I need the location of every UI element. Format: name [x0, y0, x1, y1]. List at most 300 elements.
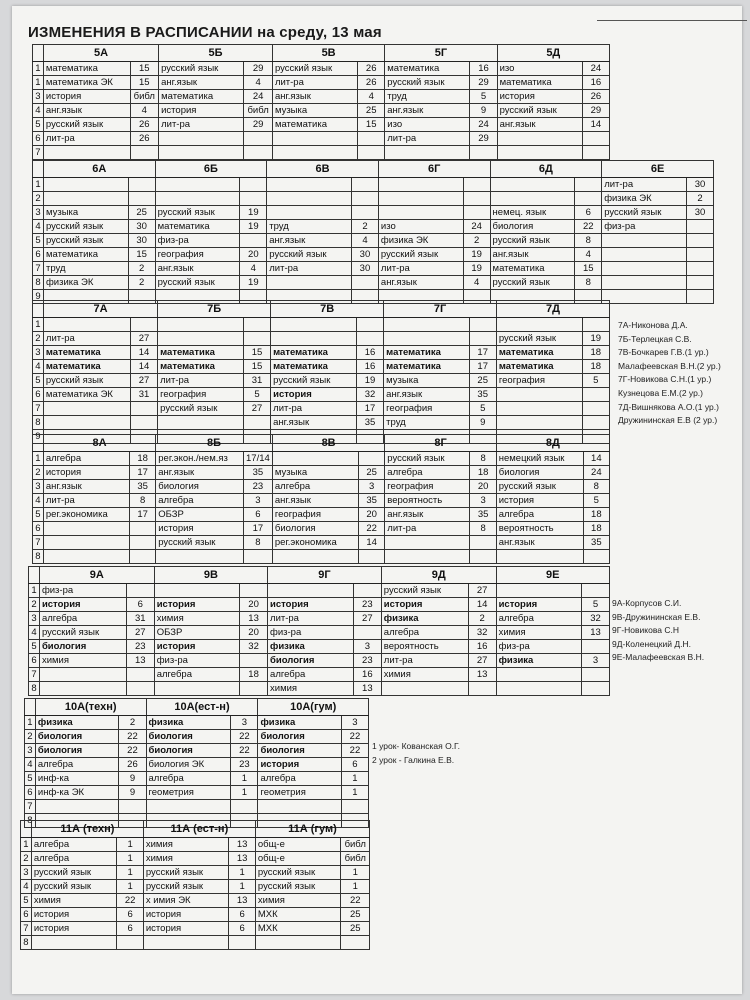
- subject-cell: физ-ра: [268, 626, 354, 640]
- room-cell: 29: [244, 118, 273, 132]
- subject-cell: химия: [381, 668, 468, 682]
- lesson-row: [25, 730, 369, 744]
- room-cell: 1: [117, 880, 143, 894]
- subject-cell: биология: [490, 220, 575, 234]
- lesson-row: [33, 536, 610, 550]
- subject-cell: биология: [146, 730, 231, 744]
- subject-cell: математика: [384, 346, 469, 360]
- room-cell: [126, 584, 154, 598]
- subject-cell: лит-ра: [385, 132, 470, 146]
- room-cell: 23: [353, 654, 381, 668]
- subject-cell: [496, 416, 582, 430]
- subject-cell: математика: [384, 360, 469, 374]
- lesson-row: [33, 494, 610, 508]
- subject-cell: [43, 146, 130, 160]
- subject-cell: история: [31, 908, 117, 922]
- lesson-row: [21, 866, 370, 880]
- room-cell: 22: [575, 220, 602, 234]
- subject-cell: химия: [268, 682, 354, 696]
- subject-cell: химия: [154, 612, 239, 626]
- subject-cell: [43, 536, 129, 550]
- room-cell: 16: [468, 640, 496, 654]
- room-cell: 13: [229, 838, 255, 852]
- class-header-row: [33, 161, 714, 178]
- room-cell: [128, 178, 155, 192]
- room-cell: [353, 584, 381, 598]
- subject-cell: ОБЗР: [156, 508, 244, 522]
- subject-cell: русский язык: [43, 374, 130, 388]
- room-cell: 27: [126, 626, 154, 640]
- subject-cell: [156, 550, 244, 564]
- class-header: 7Б: [158, 301, 271, 318]
- lesson-number: 7: [33, 536, 44, 550]
- room-cell: [352, 206, 379, 220]
- room-cell: 22: [359, 522, 385, 536]
- subject-cell: [155, 192, 240, 206]
- lesson-number: 6: [33, 388, 44, 402]
- lesson-number: 2: [25, 730, 36, 744]
- subject-cell: анг.язык: [497, 118, 582, 132]
- class-header: 9В: [154, 567, 267, 584]
- subject-cell: изо: [385, 118, 470, 132]
- room-cell: 8: [243, 536, 272, 550]
- room-cell: 35: [129, 480, 155, 494]
- room-cell: 17: [469, 346, 496, 360]
- subject-cell: [497, 132, 582, 146]
- room-cell: [581, 640, 609, 654]
- subject-cell: общ-е: [255, 838, 341, 852]
- subject-cell: [496, 318, 582, 332]
- room-cell: 4: [130, 104, 159, 118]
- room-cell: 2: [352, 220, 379, 234]
- subject-cell: [378, 192, 463, 206]
- subject-cell: инф-ка: [35, 772, 119, 786]
- lesson-row: [29, 654, 610, 668]
- subject-cell: география: [496, 374, 582, 388]
- lesson-number: 6: [33, 248, 44, 262]
- subject-cell: анг.язык: [271, 416, 357, 430]
- room-cell: [117, 936, 143, 950]
- lesson-row: [21, 908, 370, 922]
- subject-cell: лит-ра: [43, 332, 130, 346]
- subject-cell: русский язык: [255, 880, 341, 894]
- subject-cell: история: [156, 522, 244, 536]
- class-header: 5Б: [159, 45, 273, 62]
- lesson-row: [33, 346, 610, 360]
- room-cell: [229, 936, 255, 950]
- room-cell: 20: [240, 598, 268, 612]
- class-header: 10А(техн): [35, 699, 146, 716]
- lesson-number: 5: [33, 118, 44, 132]
- subject-cell: [496, 550, 583, 564]
- room-cell: [575, 178, 602, 192]
- room-cell: [244, 132, 273, 146]
- room-cell: [358, 146, 385, 160]
- room-cell: [130, 318, 157, 332]
- lesson-row: [25, 758, 369, 772]
- subject-cell: русский язык: [271, 374, 357, 388]
- subject-cell: [496, 682, 581, 696]
- room-cell: [352, 178, 379, 192]
- subject-cell: математика: [43, 248, 128, 262]
- subject-cell: музыка: [384, 374, 469, 388]
- lesson-number: 7: [33, 146, 44, 160]
- subject-cell: [39, 682, 126, 696]
- subject-cell: [154, 682, 239, 696]
- subject-cell: [43, 522, 129, 536]
- subject-cell: [159, 132, 244, 146]
- lesson-number: 3: [33, 480, 44, 494]
- lesson-row: [33, 402, 610, 416]
- subject-cell: анг.язык: [490, 248, 575, 262]
- room-cell: [686, 290, 713, 304]
- subject-cell: математика: [490, 262, 575, 276]
- room-cell: 26: [582, 90, 609, 104]
- subject-cell: [385, 550, 470, 564]
- room-cell: [240, 234, 267, 248]
- header-corner: [33, 45, 44, 62]
- room-cell: [244, 146, 273, 160]
- room-cell: [126, 668, 154, 682]
- lesson-row: [33, 522, 610, 536]
- class-header: 5В: [272, 45, 384, 62]
- room-cell: 6: [243, 508, 272, 522]
- subject-cell: история: [39, 598, 126, 612]
- room-cell: 4: [463, 276, 490, 290]
- subject-cell: [490, 178, 575, 192]
- room-cell: [469, 332, 496, 346]
- room-cell: 2: [119, 716, 146, 730]
- class-header: 6В: [267, 161, 379, 178]
- room-cell: 5: [583, 494, 609, 508]
- subject-cell: [258, 800, 341, 814]
- subject-cell: [490, 192, 575, 206]
- subject-cell: география: [158, 388, 244, 402]
- room-cell: 30: [686, 206, 713, 220]
- room-cell: 8: [470, 522, 496, 536]
- room-cell: библ: [341, 838, 370, 852]
- room-cell: 18: [240, 668, 268, 682]
- lesson-number: 7: [33, 262, 44, 276]
- room-cell: [240, 654, 268, 668]
- subject-cell: лит-ра: [272, 76, 357, 90]
- room-cell: 2: [128, 262, 155, 276]
- room-cell: 18: [470, 466, 496, 480]
- room-cell: 13: [126, 654, 154, 668]
- class-header: 7А: [43, 301, 157, 318]
- room-cell: 25: [128, 206, 155, 220]
- lesson-number: 7: [21, 922, 32, 936]
- lesson-row: [33, 90, 610, 104]
- room-cell: 25: [469, 374, 496, 388]
- lesson-number: 3: [33, 346, 44, 360]
- lesson-row: [33, 220, 714, 234]
- class-header: 6Е: [602, 161, 714, 178]
- lesson-number: 1: [33, 452, 44, 466]
- lesson-row: [33, 248, 714, 262]
- subject-cell: алгебра: [156, 494, 244, 508]
- subject-cell: [602, 234, 687, 248]
- subject-cell: математика: [497, 76, 582, 90]
- lesson-row: [21, 880, 370, 894]
- subject-cell: русский язык: [255, 866, 341, 880]
- subject-cell: алгебра: [496, 612, 581, 626]
- subject-cell: математика ЭК: [43, 76, 130, 90]
- subject-cell: [381, 682, 468, 696]
- lesson-number: 1: [33, 76, 44, 90]
- class-header-row: [25, 699, 369, 716]
- subject-cell: изо: [378, 220, 463, 234]
- room-cell: 35: [243, 466, 272, 480]
- room-cell: 13: [229, 852, 255, 866]
- room-cell: [359, 550, 385, 564]
- teacher-note: 9Д-Коленецкий Д.Н.: [612, 638, 691, 649]
- room-cell: 27: [468, 584, 496, 598]
- room-cell: 3: [470, 494, 496, 508]
- lesson-row: [33, 262, 714, 276]
- lesson-number: 6: [29, 654, 40, 668]
- room-cell: [582, 132, 609, 146]
- subject-cell: инф-ка ЭК: [35, 786, 119, 800]
- room-cell: 19: [463, 262, 490, 276]
- subject-cell: [384, 332, 469, 346]
- room-cell: 31: [126, 612, 154, 626]
- room-cell: [359, 452, 385, 466]
- teacher-note: 2 урок - Галкина Е.В.: [372, 754, 455, 765]
- lesson-row: [33, 276, 714, 290]
- subject-cell: геометрия: [146, 786, 231, 800]
- subject-cell: алгебра: [146, 772, 231, 786]
- class-header: 7Д: [496, 301, 609, 318]
- lesson-number: 7: [25, 800, 36, 814]
- class-header: 8Б: [156, 435, 273, 452]
- room-cell: [352, 192, 379, 206]
- room-cell: 4: [358, 90, 385, 104]
- subject-cell: русский язык: [381, 584, 468, 598]
- subject-cell: история: [154, 598, 239, 612]
- subject-cell: география: [155, 248, 240, 262]
- header-corner: [33, 301, 44, 318]
- subject-cell: алгебра: [43, 452, 129, 466]
- header-corner: [33, 161, 44, 178]
- room-cell: 6: [229, 908, 255, 922]
- class-header: 6Г: [378, 161, 490, 178]
- subject-cell: [43, 318, 130, 332]
- room-cell: 35: [583, 536, 609, 550]
- room-cell: 16: [356, 346, 383, 360]
- room-cell: 20: [240, 626, 268, 640]
- subject-cell: [496, 402, 582, 416]
- room-cell: [130, 416, 157, 430]
- room-cell: 2: [463, 234, 490, 248]
- subject-cell: анг.язык: [385, 508, 470, 522]
- grade-11-table: [20, 820, 370, 950]
- divider: [597, 20, 747, 21]
- lesson-row: [33, 550, 610, 564]
- class-header: 9Д: [381, 567, 496, 584]
- room-cell: 30: [128, 234, 155, 248]
- subject-cell: [602, 248, 687, 262]
- room-cell: 20: [240, 248, 267, 262]
- room-cell: 18: [582, 346, 609, 360]
- subject-cell: математика: [271, 360, 357, 374]
- room-cell: 5: [243, 388, 270, 402]
- subject-cell: лит-ра: [43, 132, 130, 146]
- room-cell: [240, 584, 268, 598]
- lesson-number: 2: [33, 332, 44, 346]
- room-cell: 35: [359, 494, 385, 508]
- lesson-number: 6: [25, 786, 36, 800]
- subject-cell: алгебра: [258, 772, 341, 786]
- subject-cell: история: [31, 922, 117, 936]
- room-cell: [358, 132, 385, 146]
- subject-cell: [43, 402, 130, 416]
- room-cell: 9: [469, 416, 496, 430]
- room-cell: 13: [581, 626, 609, 640]
- lesson-number: 1: [21, 838, 32, 852]
- subject-cell: химия: [496, 626, 581, 640]
- room-cell: 17: [469, 360, 496, 374]
- room-cell: 14: [359, 536, 385, 550]
- class-header: 9Е: [496, 567, 609, 584]
- room-cell: 16: [470, 62, 497, 76]
- subject-cell: [267, 276, 352, 290]
- room-cell: 19: [240, 276, 267, 290]
- room-cell: 15: [243, 346, 270, 360]
- room-cell: [575, 192, 602, 206]
- room-cell: 24: [583, 466, 609, 480]
- room-cell: 14: [582, 118, 609, 132]
- room-cell: 6: [575, 206, 602, 220]
- header-corner: [33, 435, 44, 452]
- grade-10-table: [24, 698, 369, 828]
- lesson-number: 9: [33, 290, 44, 304]
- room-cell: 24: [463, 220, 490, 234]
- room-cell: 26: [358, 76, 385, 90]
- room-cell: 23: [231, 758, 258, 772]
- class-header: 8А: [43, 435, 155, 452]
- room-cell: 16: [356, 360, 383, 374]
- room-cell: [463, 178, 490, 192]
- room-cell: [129, 550, 155, 564]
- class-header: 5Д: [497, 45, 609, 62]
- subject-cell: биология: [258, 730, 341, 744]
- room-cell: 31: [130, 388, 157, 402]
- subject-cell: русский язык: [496, 332, 582, 346]
- room-cell: 2: [686, 192, 713, 206]
- room-cell: [129, 522, 155, 536]
- room-cell: 22: [341, 744, 368, 758]
- subject-cell: лит-ра: [378, 262, 463, 276]
- subject-cell: история: [143, 908, 229, 922]
- subject-cell: физика ЭК: [378, 234, 463, 248]
- subject-cell: [602, 276, 687, 290]
- room-cell: 14: [130, 360, 157, 374]
- subject-cell: [496, 668, 581, 682]
- subject-cell: алгебра: [154, 668, 239, 682]
- room-cell: 22: [117, 894, 143, 908]
- teacher-note: 9Е-Малафеевская В.Н.: [612, 652, 705, 663]
- room-cell: 8: [129, 494, 155, 508]
- room-cell: 17: [243, 522, 272, 536]
- lesson-number: 8: [25, 814, 36, 828]
- lesson-row: [29, 626, 610, 640]
- page-title: ИЗМЕНЕНИЯ В РАСПИСАНИИ на среду, 13 мая: [28, 24, 382, 41]
- room-cell: 18: [583, 508, 609, 522]
- room-cell: библ: [244, 104, 273, 118]
- subject-cell: [602, 290, 687, 304]
- room-cell: 5: [582, 374, 609, 388]
- room-cell: 1: [341, 786, 368, 800]
- room-cell: 23: [126, 640, 154, 654]
- room-cell: 9: [119, 772, 146, 786]
- subject-cell: история: [154, 640, 239, 654]
- subject-cell: история: [271, 388, 357, 402]
- subject-cell: х имия ЭК: [143, 894, 229, 908]
- subject-cell: [272, 550, 358, 564]
- room-cell: 27: [468, 654, 496, 668]
- subject-cell: лит-ра: [271, 402, 357, 416]
- subject-cell: [272, 132, 357, 146]
- header-corner: [21, 821, 32, 838]
- subject-cell: анг.язык: [385, 104, 470, 118]
- subject-cell: русский язык: [155, 276, 240, 290]
- subject-cell: [43, 550, 129, 564]
- room-cell: 3: [581, 654, 609, 668]
- subject-cell: [31, 936, 117, 950]
- teacher-note: Дружининская Е.В (2 ур.): [618, 415, 718, 426]
- class-header: 6Б: [155, 161, 267, 178]
- lesson-row: [21, 936, 370, 950]
- subject-cell: география: [384, 402, 469, 416]
- subject-cell: математика: [271, 346, 357, 360]
- room-cell: 17: [129, 466, 155, 480]
- subject-cell: лит-ра: [267, 262, 352, 276]
- subject-cell: физика ЭК: [43, 276, 128, 290]
- lesson-row: [29, 612, 610, 626]
- room-cell: 5: [469, 402, 496, 416]
- subject-cell: [43, 192, 128, 206]
- subject-cell: русский язык: [43, 118, 130, 132]
- subject-cell: труд: [43, 262, 128, 276]
- subject-cell: лит-ра: [158, 374, 244, 388]
- teacher-note: 7Б-Терлецкая С.В.: [618, 333, 692, 344]
- room-cell: [470, 536, 496, 550]
- subject-cell: русский язык: [143, 880, 229, 894]
- subject-cell: алгебра: [35, 758, 119, 772]
- lesson-number: 5: [21, 894, 32, 908]
- subject-cell: математика: [43, 360, 130, 374]
- room-cell: [582, 388, 609, 402]
- room-cell: 6: [341, 758, 368, 772]
- subject-cell: [602, 262, 687, 276]
- lesson-number: 3: [29, 612, 40, 626]
- header-corner: [29, 567, 40, 584]
- subject-cell: русский язык: [31, 880, 117, 894]
- room-cell: 20: [470, 480, 496, 494]
- lesson-number: 7: [29, 668, 40, 682]
- room-cell: 26: [130, 118, 159, 132]
- lesson-row: [21, 922, 370, 936]
- room-cell: 35: [470, 508, 496, 522]
- subject-cell: химия: [143, 852, 229, 866]
- lesson-number: 8: [21, 936, 32, 950]
- teacher-note: 9В-Дружининская Е.В.: [612, 611, 701, 622]
- room-cell: 15: [130, 62, 159, 76]
- lesson-number: 4: [25, 758, 36, 772]
- subject-cell: лит-ра: [385, 522, 470, 536]
- room-cell: [470, 550, 496, 564]
